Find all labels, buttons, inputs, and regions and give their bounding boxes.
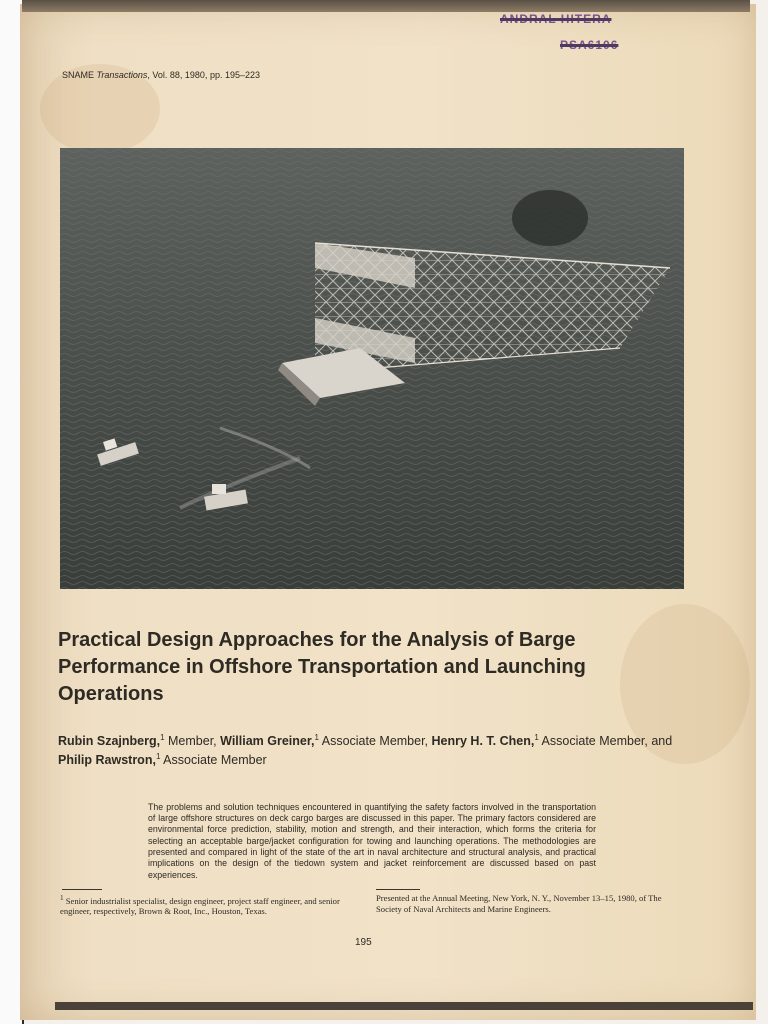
author-entry [220, 734, 431, 748]
journal-name: SNAME [62, 70, 95, 80]
footnote-affiliation [60, 893, 360, 917]
scan-top-border [22, 0, 750, 12]
author-list [58, 730, 688, 768]
footnote-rule-right [376, 889, 420, 890]
author-name: Rubin Szajnberg, [58, 734, 161, 749]
ownership-stamp-line1: ANDRAL HITERA [500, 12, 612, 26]
author-role: Member, [164, 734, 221, 749]
affiliation-marker: 1 [155, 752, 161, 762]
affiliation-marker: 1 [314, 733, 319, 742]
author-role: Associate Member [160, 753, 267, 768]
footnote-marker: 1 [60, 894, 64, 902]
author-entry [432, 734, 673, 748]
paper-title: Practical Design Approaches for the Analysis of Barge Performance in Offshore Transportation and Launching Operations [58, 629, 586, 705]
volume-info: , Vol. 88, 1980, pp. 195–223 [147, 70, 260, 80]
author-entry [58, 753, 267, 767]
author-role: Associate Member, [318, 734, 432, 749]
affiliation-marker: 1 [160, 733, 165, 742]
journal-name-italic: Transactions [96, 70, 148, 80]
cover-photo-barge-launch [60, 148, 684, 589]
abstract: The problems and solution techniques encountered in quantifying the safety factors involved in the transportation of large offshore structures on deck cargo barges are discussed in this paper. The primary factors considered are environmental force prediction, stability, motion and strength, and their interaction, which forms the criteria for selecting an acceptable barge/jacket configuration for towing and launching operations. The methodologies are presented and compared in light of the state of the art in naval architecture and structural analysis, and practical implications on the design of the tiedown system and jacket reinforcement are discussed based on past experiences. [148, 801, 596, 880]
journal-citation [62, 70, 260, 80]
footnote-affiliation-text: Senior industrialist specialist, design engineer, project staff engineer, and senior engineer, respectively, Brown & Root, Inc., Houston, Texas. [60, 895, 340, 917]
author-name: Philip Rawstron, [58, 753, 156, 768]
scan-bottom-border [55, 1002, 753, 1010]
water-stain [512, 190, 588, 246]
footnote-presentation: Presented at the Annual Meeting, New York, N. Y., November 13–15, 1980, of The Society of Naval Architects and Marine Engineers. [376, 893, 662, 914]
footnote-rule-left [62, 889, 102, 890]
author-name: William Greiner, [220, 734, 315, 749]
ownership-stamp-line2: PSA6106 [560, 38, 619, 52]
affiliation-marker: 1 [534, 733, 539, 742]
photo-illustration [60, 148, 684, 589]
author-entry [58, 734, 220, 748]
author-role: Associate Member, and [538, 734, 673, 749]
page-number: 195 [355, 937, 372, 948]
author-name: Henry H. T. Chen, [431, 734, 535, 749]
